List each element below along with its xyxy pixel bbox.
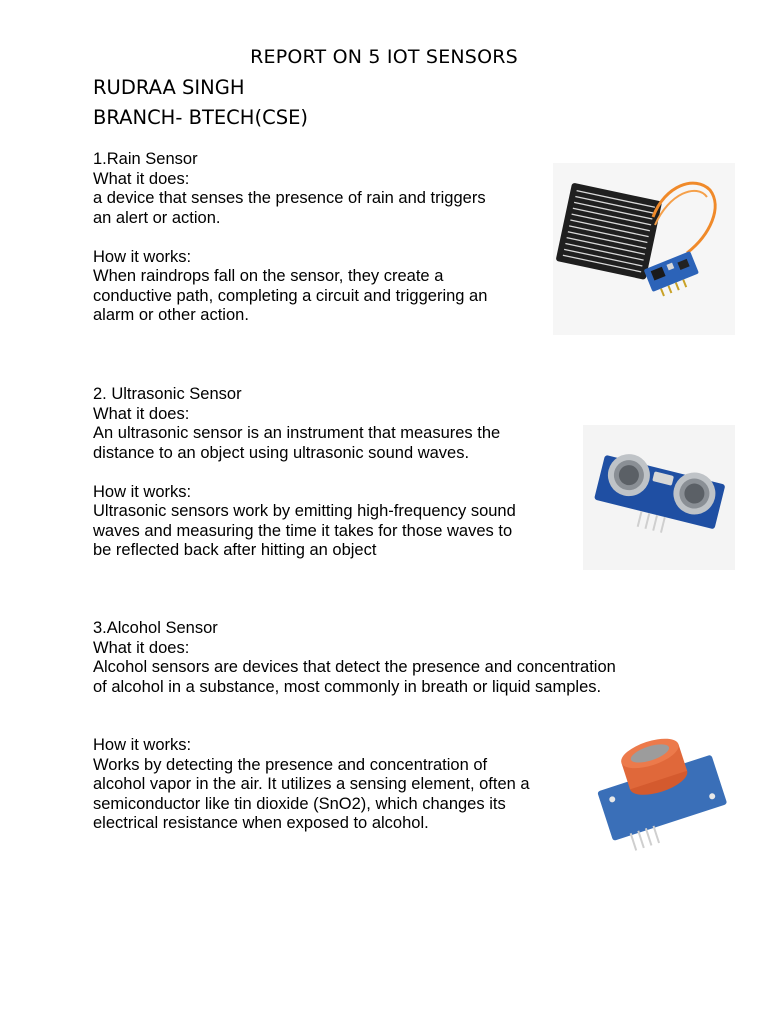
how-line: When raindrops fall on the sensor, they create a [93, 267, 444, 285]
how-line: alarm or other action. [93, 306, 249, 324]
how-line: semiconductor like tin dioxide (SnO2), which changes its [93, 794, 506, 813]
alcohol-sensor-image [583, 722, 739, 864]
what-line: distance to an object using ultrasonic sound waves. [93, 443, 470, 462]
what-line: a device that senses the presence of rain and triggers [93, 189, 486, 207]
how-label: How it works: [93, 482, 192, 501]
how-label: How it works: [93, 247, 192, 266]
section-heading: 1.Rain Sensor [93, 150, 198, 168]
how-line: Works by detecting the presence and concentration of [93, 755, 488, 774]
how-line: Ultrasonic sensors work by emitting high-frequency sound [93, 502, 516, 520]
how-line: waves and measuring the time it takes for those waves to [93, 521, 513, 540]
ultrasonic-sensor-image [583, 425, 735, 570]
what-line: an alert or action. [93, 208, 221, 227]
section-rain-sensor [93, 150, 487, 326]
branch-line: BRANCH- BTECH(CSE) [93, 106, 308, 129]
report-title: REPORT ON 5 IOT SENSORS [250, 46, 518, 68]
author-name: RUDRAA SINGH [93, 76, 245, 99]
how-label: How it works: [93, 736, 192, 754]
what-label: What it does: [93, 638, 190, 657]
what-label: What it does: [93, 169, 190, 188]
section-alcohol-sensor [93, 619, 616, 834]
what-line: of alcohol in a substance, most commonly in breath or liquid samples. [93, 677, 602, 696]
how-line: alcohol vapor in the air. It utilizes a sensing element, often a [93, 775, 530, 793]
section-heading: 3.Alcohol Sensor [93, 619, 218, 637]
how-line: electrical resistance when exposed to alcohol. [93, 814, 429, 832]
rain-sensor-image [545, 155, 743, 343]
how-line: be reflected back after hitting an object [93, 541, 377, 559]
what-line: An ultrasonic sensor is an instrument that measures the [93, 424, 501, 442]
section-ultrasonic-sensor [93, 385, 516, 561]
section-heading: 2. Ultrasonic Sensor [93, 385, 242, 403]
what-line: Alcohol sensors are devices that detect the presence and concentration [93, 658, 616, 676]
how-line: conductive path, completing a circuit and triggering an [93, 286, 488, 305]
what-label: What it does: [93, 404, 190, 423]
